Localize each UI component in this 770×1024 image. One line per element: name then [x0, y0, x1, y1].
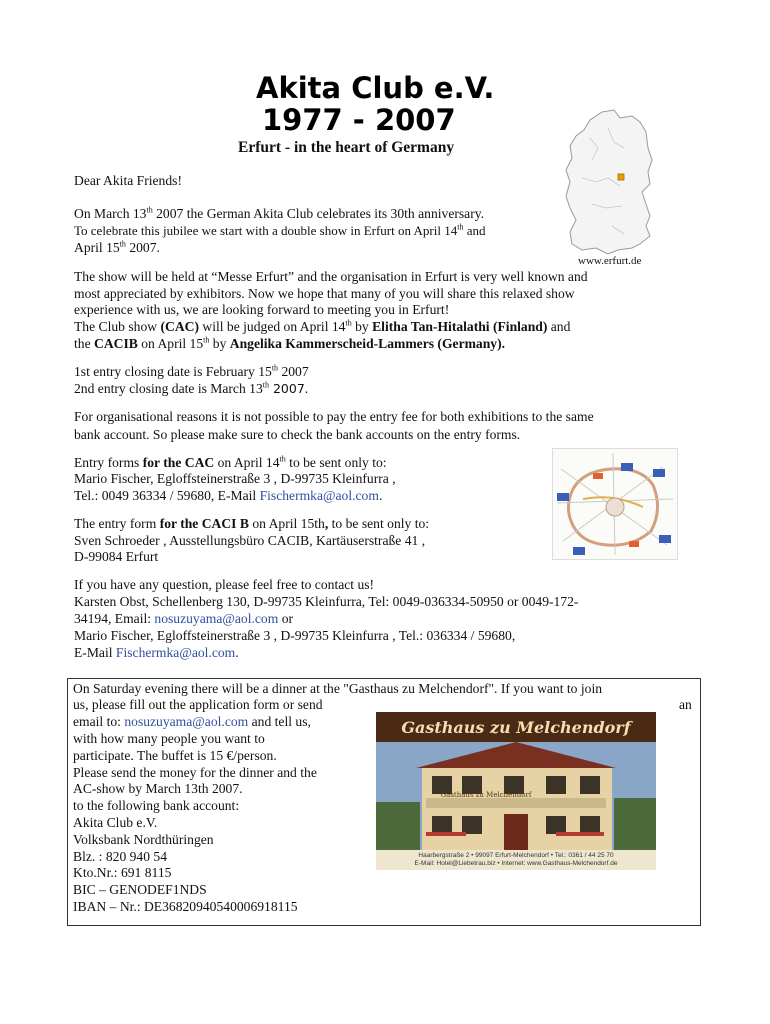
title-line1: Akita Club e.V.: [256, 71, 495, 105]
dinner-line14: IBAN – Nr.: DE36820940540006918115: [73, 899, 298, 914]
gasthaus-footer2: E-Mail: Hotel@Liebetrau.biz • Internet: www.Gasthaus-Melchendorf.de: [414, 860, 618, 867]
email-link-fischer-2[interactable]: Fischermka@aol.com: [115, 645, 236, 660]
dinner-line2: us, please fill out the application form or send: [73, 697, 323, 712]
dinner-line4: with how many people you want to: [73, 731, 265, 746]
show-line5: the CACIB on April 15th by Angelika Kammerscheid-Lammers (Germany).: [74, 335, 506, 351]
map-caption: www.erfurt.de: [578, 255, 642, 267]
email-link-fischer[interactable]: Fischermka@aol.com: [259, 488, 379, 503]
title-line2: 1977 - 2007: [262, 103, 456, 137]
dinner-line8: to the following bank account:: [73, 798, 240, 813]
subtitle: Erfurt - in the heart of Germany: [238, 139, 455, 156]
intro-line2: To celebrate this jubilee we start with a double show in Erfurt on April 14th and: [74, 222, 486, 238]
intro-line1: On March 13th 2007 the German Akita Club celebrates its 30th anniversary.: [74, 205, 485, 221]
gasthaus-sign: Gasthaus zu Melchendorf: [401, 718, 631, 737]
dinner-line1: On Saturday evening there will be a dinner at the "Gasthaus zu Melchendorf". If you want to join: [73, 681, 603, 696]
fee-line1: For organisational reasons it is not possible to pay the entry fee for both exhibitions to the same: [74, 409, 594, 424]
dinner-line6: Please send the money for the dinner and the: [73, 765, 317, 780]
dinner-line2-right: an: [679, 697, 692, 712]
dinner-line7: AC-show by March 13th 2007.: [73, 781, 243, 796]
intro-line3: April 15th 2007.: [74, 239, 160, 255]
cac-line1: Entry forms for the CAC on April 14th to be sent only to:: [74, 454, 387, 470]
questions-line1: If you have any question, please feel free to contact us!: [74, 577, 375, 592]
questions-line5: E-Mail Fischermka@aol.com.: [74, 645, 239, 660]
germany-map: [562, 108, 658, 256]
dinner-line3: email to: nosuzuyama@aol.com and tell us,: [73, 714, 311, 729]
closing-line2: 2nd entry closing date is March 13th 2007.: [74, 380, 309, 396]
dinner-line9: Akita Club e.V.: [73, 815, 158, 830]
cac-line3: Tel.: 0049 36334 / 59680, E-Mail Fischermka@aol.com.: [74, 488, 383, 503]
dinner-line11: Blz. : 820 940 54: [73, 849, 168, 864]
email-link-nosuzuyama-2[interactable]: nosuzuyama@aol.com: [124, 714, 249, 729]
questions-line4: Mario Fischer, Egloffsteinerstraße 3 , D-99735 Kleinfurra , Tel.: 036334 / 59680,: [74, 628, 516, 643]
cacib-line2: Sven Schroeder , Ausstellungsbüro CACIB, Kartäuserstraße 41 ,: [74, 533, 426, 548]
questions-line3: 34194, Email: nosuzuyama@aol.com or: [74, 611, 294, 626]
dinner-line12: Kto.Nr.: 691 8115: [73, 865, 172, 880]
cac-line2: Mario Fischer, Egloffsteinerstraße 3 , D-99735 Kleinfurra ,: [74, 471, 396, 486]
erfurt-marker: [618, 174, 624, 180]
erfurt-road-map: [552, 448, 678, 560]
email-link-nosuzuyama[interactable]: nosuzuyama@aol.com: [154, 611, 279, 626]
cacib-line1: The entry form for the CACI B on April 15th, to be sent only to:: [74, 516, 430, 531]
gasthaus-facade-sign: Gasthaus zu Melchendorf: [440, 791, 532, 799]
greeting: Dear Akita Friends!: [74, 173, 182, 188]
show-line4: The Club show (CAC) will be judged on April 14th by Elitha Tan-Hitalathi (Finland) and: [74, 318, 571, 334]
dinner-line10: Volksbank Nordthüringen: [73, 832, 214, 847]
show-line3: experience with us, we are looking forward to meeting you in Erfurt!: [74, 302, 450, 317]
questions-line2: Karsten Obst, Schellenberg 130, D-99735 Kleinfurra, Tel: 0049-036334-50950 or 0049-172-: [74, 594, 579, 609]
fee-line2: bank account. So please make sure to check the bank accounts on the entry forms.: [74, 427, 521, 442]
cacib-line3: D-99084 Erfurt: [74, 549, 159, 564]
closing-line1: 1st entry closing date is February 15th 2007: [74, 363, 309, 379]
gasthaus-footer1: Haarbergstraße 2 • 99097 Erfurt-Melchendorf • Tel.: 0361 / 44 25 70: [418, 852, 614, 859]
show-line2: most appreciated by exhibitors. Now we hope that many of you will share this relaxed show: [74, 286, 575, 301]
dinner-line5: participate. The buffet is 15 €/person.: [73, 748, 277, 763]
dinner-line13: BIC – GENODEF1NDS: [73, 882, 207, 897]
show-line1: The show will be held at “Messe Erfurt” and the organisation in Erfurt is very well known and: [74, 269, 588, 284]
